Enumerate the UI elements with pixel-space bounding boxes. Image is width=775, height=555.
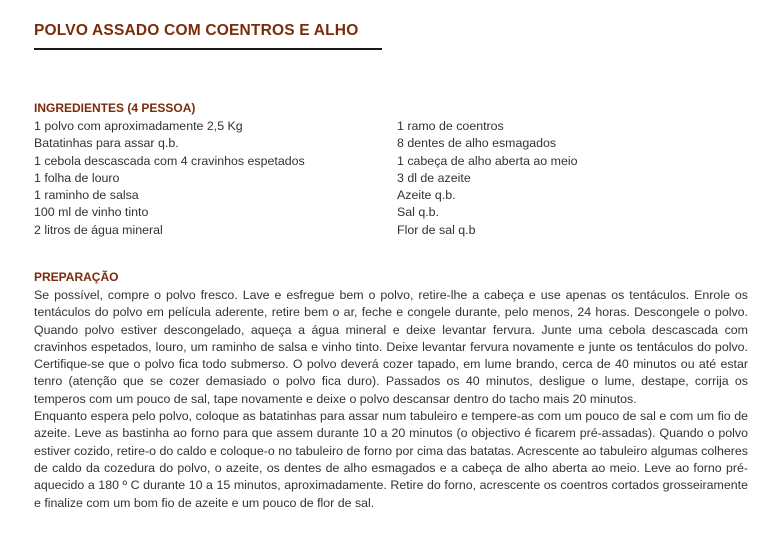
ingredients-list-right	[397, 118, 577, 239]
ingredient-item: Batatinhas para assar q.b.	[34, 136, 179, 151]
ingredient-item: 100 ml de vinho tinto	[34, 205, 149, 220]
ingredient-item: Azeite q.b.	[397, 188, 456, 203]
preparation-paragraph: Se possível, compre o polvo fresco. Lave e esfregue bem o polvo, retire-lhe a cabeça e use apenas os tentáculos. Enrole os tentáculos do polvo em película aderente, retire bem o ar, feche e congele durante, pelo menos, 24 horas. Descongele o polvo. Quando polvo estiver descongelado, aqueça a água mineral e deixe levantar fervura. Junte uma cebola descascada com cravinhos espetados, louro, um raminho de salsa e vinho tinto. Deixe levantar fervura novamente e junte os tentáculos do polvo. Certifique-se que o polvo fica todo submerso. O polvo deverá cozer tapado, em lume brando, cerca de 40 minutos ou até estar tenro (atenção que se cozer demasiado o polvo fica duro). Passados os 40 minutos, desligue o lume, destape, corrija os temperos com um pouco de sal, tape novamente e deixe o polvo descansar dentro do tacho mais 20 minutos.	[34, 288, 748, 406]
ingredient-item: 1 ramo de coentros	[397, 119, 504, 133]
ingredient-item: 1 polvo com aproximadamente 2,5 Kg	[34, 119, 243, 133]
ingredient-item: 8 dentes de alho esmagados	[397, 136, 557, 151]
ingredients-list-left	[34, 118, 305, 239]
ingredient-item: 1 cabeça de alho aberta ao meio	[397, 153, 578, 168]
ingredient-item: 1 raminho de salsa	[34, 188, 139, 203]
ingredients-heading: INGREDIENTES (4 PESSOA)	[34, 101, 196, 115]
ingredient-item: 1 folha de louro	[34, 170, 120, 185]
ingredient-item: Flor de sal q.b	[397, 222, 476, 237]
preparation-body	[34, 287, 748, 512]
recipe-title: POLVO ASSADO COM COENTROS E ALHO	[34, 22, 359, 39]
ingredient-item: 1 cebola descascada com 4 cravinhos espetados	[34, 153, 305, 168]
ingredient-item: Sal q.b.	[397, 205, 440, 220]
preparation-heading: PREPARAÇÃO	[34, 270, 119, 284]
ingredient-item: 2 litros de água mineral	[34, 222, 163, 237]
ingredient-item: 3 dl de azeite	[397, 170, 471, 185]
title-underline	[34, 48, 382, 50]
preparation-paragraph: Enquanto espera pelo polvo, coloque as batatinhas para assar num tabuleiro e tempere-as com um pouco de sal e com um fio de azeite. Leve as bastinha ao forno para que assem durante 10 a 20 minutos (o objectivo é ficarem pré-assadas). Quando o polvo estiver cozido, retire-o do caldo e coloque-o no tabuleiro de forno por cima das batatas. Acrescente ao tabuleiro algumas colheres de caldo da cozedura do polvo, o azeite, os dentes de alho esmagados e a cabeça de alho aberta ao meio. Leve ao forno pré-aquecido a 180 º C durante 10 a 15 minutos, aproximadamente. Retire do forno, acrescente os coentros cortados grosseiramente e finalize com um bom fio de azeite e um pouco de flor de sal.	[34, 409, 748, 510]
